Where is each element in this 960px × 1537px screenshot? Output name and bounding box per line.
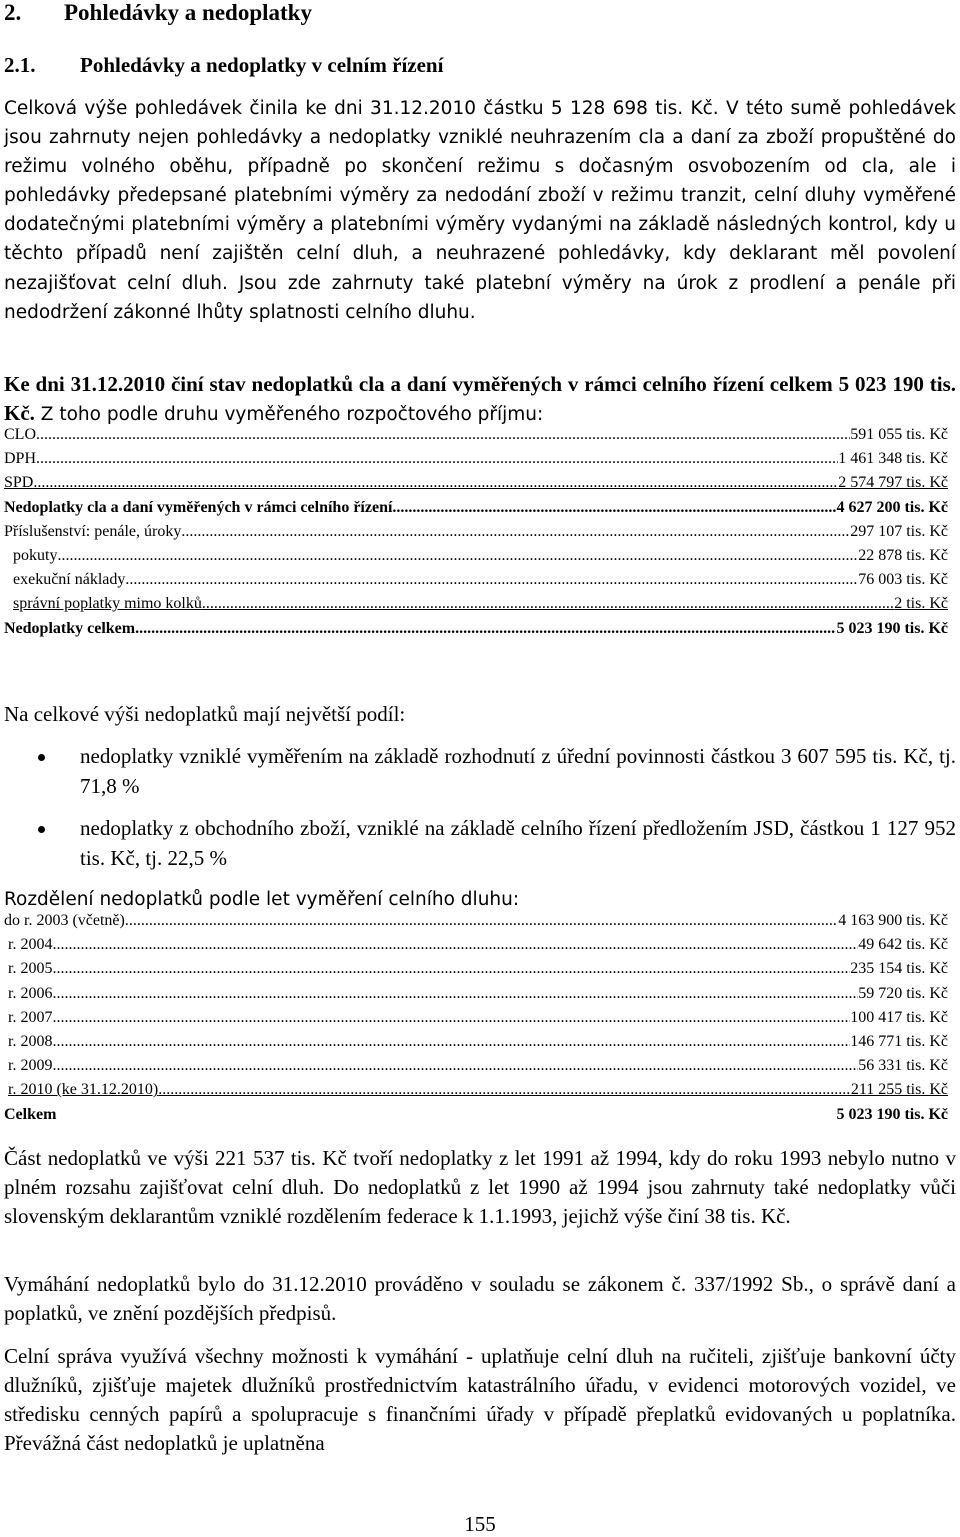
row-value: 2 574 797 tis. Kč	[838, 474, 948, 492]
row-value: 2 tis. Kč	[894, 595, 948, 613]
row-label: r. 2009	[8, 1057, 53, 1075]
bullet-icon	[38, 754, 45, 761]
years-table	[4, 912, 948, 1130]
status-rest-text: Z toho podle druhu vyměřeného rozpočtového příjmu:	[34, 404, 544, 425]
bullet-icon	[38, 826, 45, 833]
table-row-total	[4, 1106, 948, 1130]
history-paragraph: Část nedoplatků ve výši 221 537 tis. Kč tvoří nedoplatky z let 1991 až 1994, kdy do roku 1993 nebylo nutno v plném rozsahu zajišťovat celní dluh. Do nedoplatků z let 1990 až 1994 jsou zahrnuty také nedoplatky vůči slovenským deklarantům vzniklé rozdělením federace k 1.1.1993, jejichž výše činí 38 tis. Kč.	[4, 1146, 956, 1228]
row-value: 56 331 tis. Kč	[858, 1057, 948, 1075]
row-value: 235 154 tis. Kč	[850, 960, 948, 978]
row-label: exekuční náklady	[13, 571, 126, 589]
row-label: správní poplatky mimo kolků	[13, 595, 202, 613]
breakdown-table	[4, 426, 948, 644]
table-row-subtotal	[4, 499, 948, 523]
row-value: 4 627 200 tis. Kč	[836, 498, 948, 516]
row-value: 49 642 tis. Kč	[858, 936, 948, 954]
status-paragraph	[4, 370, 956, 429]
row-value: 4 163 900 tis. Kč	[838, 912, 948, 929]
row-label: r. 2004	[8, 936, 53, 954]
row-label: r. 2010 (ke 31.12.2010)	[8, 1081, 159, 1099]
table-row	[4, 523, 948, 547]
row-value: 5 023 190 tis. Kč	[836, 1105, 948, 1123]
row-value: 59 720 tis. Kč	[858, 984, 948, 1002]
table-row	[4, 1057, 948, 1081]
share-intro: Na celkové výši nedoplatků mají největší podíl:	[4, 702, 406, 726]
heading-section-number: 2.	[4, 0, 22, 25]
law-paragraph: Vymáhání nedoplatků bylo do 31.12.2010 prováděno v souladu se zákonem č. 337/1992 Sb., o správě daní a poplatků, ve znění pozdějších předpisů.	[4, 1272, 956, 1325]
row-value: 297 107 tis. Kč	[850, 522, 948, 540]
row-label: SPD	[4, 474, 34, 492]
table-row	[4, 1009, 948, 1033]
table-row	[4, 426, 948, 450]
row-label: r. 2006	[8, 984, 53, 1002]
row-value: 76 003 tis. Kč	[858, 571, 948, 589]
row-label: Celkem	[4, 1105, 57, 1123]
row-value: 591 055 tis. Kč	[850, 426, 948, 443]
row-value: 146 771 tis. Kč	[850, 1032, 948, 1050]
table-row	[4, 936, 948, 960]
table-row	[4, 1081, 948, 1105]
table-row-total	[4, 620, 948, 644]
list-item	[0, 813, 956, 873]
table-row	[4, 960, 948, 984]
row-value: 5 023 190 tis. Kč	[836, 619, 948, 637]
heading-subsection	[4, 53, 443, 78]
row-label: Nedoplatky celkem	[4, 619, 136, 637]
heading-section	[4, 0, 312, 26]
table-row	[4, 474, 948, 498]
list-item-text: nedoplatky vzniklé vyměřením na základě rozhodnutí z úřední povinnosti částkou 3 607 595 tis. Kč, tj. 71,8 %	[80, 744, 956, 798]
heading-subsection-title: Pohledávky a nedoplatky v celním řízení	[80, 53, 444, 77]
table-row	[4, 571, 948, 595]
list-item	[0, 741, 956, 801]
row-label: Příslušenství: penále, úroky	[4, 522, 182, 540]
table-row	[4, 985, 948, 1009]
intro-paragraph: Celková výše pohledávek činila ke dni 31.12.2010 částku 5 128 698 tis. Kč. V této sumě pohledávek jsou zahrnuty nejen pohledávky a nedoplatky vzniklé neuhrazením cla a daní za zboží propuštěné do režimu volného oběhu, případně po skončení režimu s dočasným osvobozením od cla, ale i pohledávky předepsané platebními výměry za nedodání zboží v režimu tranzit, celní dluhy vyměřené dodatečnými platebními výměry a platebními výměry vydanými na základě následných kontrol, kdy u těchto případů není zajištěn celní dluh, a neuhrazené pohledávky, kdy deklarant měl povolení nezajišťovat celní dluh. Jsou zde zahrnuty také platební výměry na úrok z prodlení a penále při nedodržení zákonné lhůty splatnosti celního dluhu.	[4, 98, 956, 323]
row-label: CLO	[4, 426, 36, 443]
row-label: DPH	[4, 450, 37, 468]
row-label: Nedoplatky cla a daní vyměřených v rámci celního řízení	[4, 498, 393, 516]
row-label: r. 2007	[8, 1008, 53, 1026]
share-list	[0, 741, 956, 885]
table-row	[4, 450, 948, 474]
row-value: 211 255 tis. Kč	[850, 1081, 948, 1099]
row-value: 100 417 tis. Kč	[850, 1008, 948, 1026]
row-label: pokuty	[13, 546, 58, 564]
status-bold-text: Ke dni 31.12.2010 činí stav nedoplatků cla a daní vyměřených v rámci celního řízení celkem 5 023 190 tis. Kč.	[4, 372, 956, 425]
table-row	[4, 1033, 948, 1057]
table-row	[4, 595, 948, 619]
heading-subsection-number: 2.1.	[4, 53, 36, 77]
page-number: 155	[464, 1512, 496, 1536]
table-row	[4, 547, 948, 571]
row-value: 22 878 tis. Kč	[858, 546, 948, 564]
row-value: 1 461 348 tis. Kč	[838, 450, 948, 468]
heading-section-title: Pohledávky a nedoplatky	[64, 0, 312, 25]
row-label: r. 2005	[8, 960, 53, 978]
table-row	[4, 912, 948, 936]
row-label: r. 2008	[8, 1032, 53, 1050]
years-intro: Rozdělení nedoplatků podle let vyměření celního dluhu:	[4, 889, 520, 910]
methods-paragraph: Celní správa využívá všechny možnosti k vymáhání - uplatňuje celní dluh na ručiteli, zjišťuje bankovní účty dlužníků, zjišťuje majetek dlužníků prostřednictvím katastrálního úřadu, v evidenci motorových vozidel, ve středisku cenných papírů a spolupracuje s finančními úřady v případě přeplatků evidovaných u poplatníka. Převážná část nedoplatků je uplatněna	[4, 1344, 956, 1455]
list-item-text: nedoplatky z obchodního zboží, vzniklé na základě celního řízení předložením JSD, částkou 1 127 952 tis. Kč, tj. 22,5 %	[80, 816, 956, 870]
row-label: do r. 2003 (včetně)	[4, 912, 125, 929]
